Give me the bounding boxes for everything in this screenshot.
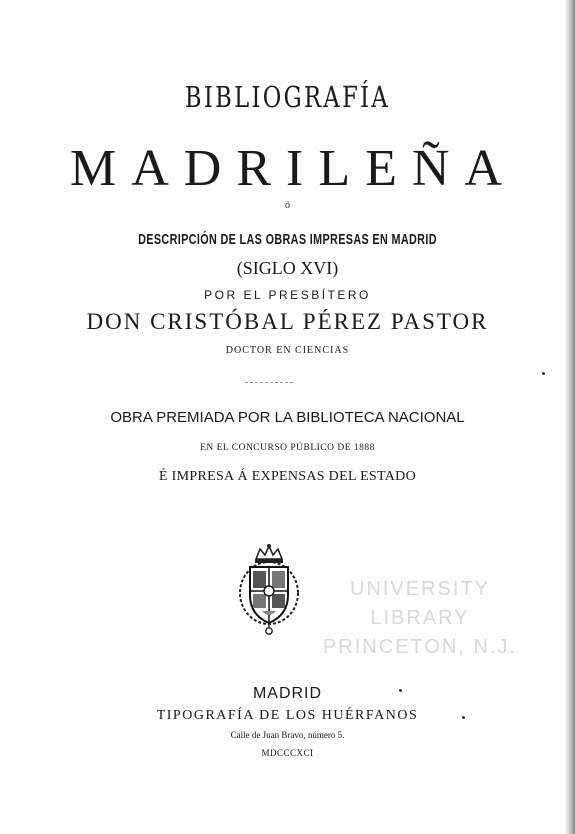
imprint-address: Calle de Juan Bravo, número 5. — [230, 730, 345, 740]
paper-speck — [462, 716, 465, 719]
title-line-1: BIBLIOGRAFÍA — [184, 80, 391, 114]
conjunction: ó — [285, 200, 290, 211]
stamp-line: PRINCETON, N.J. — [322, 636, 518, 658]
author-name: DON CRISTÓBAL PÉREZ PASTOR — [86, 309, 489, 334]
paper-speck — [399, 689, 402, 692]
printing-line: É IMPRESA Á EXPENSAS DEL ESTADO — [159, 469, 416, 484]
contest-line: EN EL CONCURSO PÚBLICO DE 1888 — [200, 443, 375, 453]
royal-coat-of-arms-icon — [236, 543, 302, 635]
stamp-line: LIBRARY — [370, 607, 470, 629]
imprint-year: MDCCCXCI — [261, 748, 314, 758]
imprint-city: MADRID — [252, 685, 323, 702]
title-line-2: MADRILEÑA — [70, 140, 517, 197]
page-edge-shadow — [565, 0, 575, 834]
paper-speck — [542, 372, 545, 375]
by-line: POR EL PRESBÍTERO — [204, 288, 371, 302]
library-stamp — [320, 575, 520, 662]
imprint-printer: TIPOGRAFÍA DE LOS HUÉRFANOS — [156, 708, 419, 723]
subtitle: DESCRIPCIÓN DE LAS OBRAS IMPRESAS EN MADRID — [138, 231, 437, 248]
separator-rule — [245, 382, 293, 383]
century: (SIGLO XVI) — [236, 258, 339, 278]
award-line: OBRA PREMIADA POR LA BIBLIOTECA NACIONAL — [110, 409, 465, 426]
stamp-line: UNIVERSITY — [349, 578, 491, 600]
author-title: DOCTOR EN CIENCIAS — [225, 345, 350, 356]
